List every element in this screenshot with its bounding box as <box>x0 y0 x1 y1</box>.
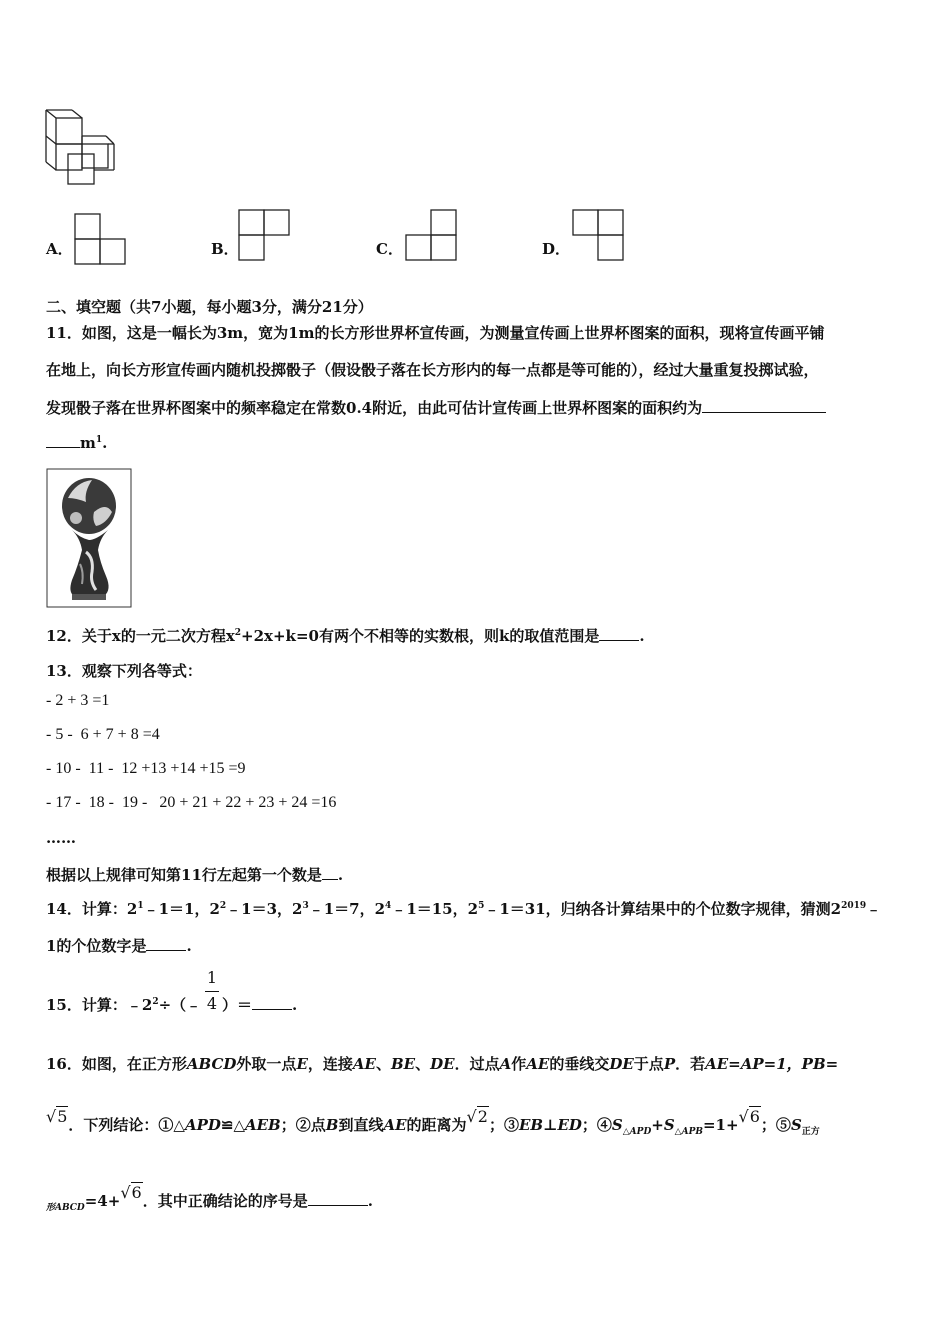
q16-answer-blank[interactable] <box>308 1191 368 1206</box>
q16-t3: ，连接 <box>307 1055 353 1073</box>
q14-part-7: ﹣ <box>866 900 882 918</box>
option-a-view <box>73 212 127 266</box>
section-heading: 二、填空题（共7小题，每小题3分，满分21分） <box>46 298 373 316</box>
q16-t6: 的垂线交 <box>549 1055 610 1073</box>
q14-exp-3: 3 <box>302 901 309 911</box>
q13-equation-3: - 10 - 11 - 12 +13 +14 +15 =9 <box>46 760 246 777</box>
q16-root6a: 6 <box>749 1107 760 1126</box>
q16-ae2: AE <box>526 1055 550 1073</box>
q16-line3 <box>46 1183 373 1213</box>
q11-line3 <box>46 397 826 418</box>
q16-ebed: EB⊥ED <box>518 1116 582 1134</box>
q14-exp-6: 2019 <box>841 901 867 911</box>
q14-part-6: ﹣1＝31，归纳各计算结果中的个位数字规律，猜测2 <box>484 900 842 918</box>
q14-end: . <box>186 937 192 955</box>
q14-exp-2: 2 <box>219 901 227 911</box>
q13-conclusion <box>46 864 343 885</box>
q16-t7: 于点 <box>633 1055 664 1073</box>
q14-line1 <box>46 898 881 919</box>
q14-part-1: 14．计算：2 <box>46 900 138 918</box>
q16-root2: 2 <box>477 1107 488 1126</box>
q13-ellipsis: …… <box>46 829 76 847</box>
q16-u1: ．下列结论：①△ <box>68 1116 185 1134</box>
option-b-view <box>237 208 291 262</box>
q16-u2: ≌△ <box>220 1116 245 1134</box>
q12-text-a: 12．关于x的一元二次方程x <box>46 627 235 645</box>
q11-line4 <box>46 433 107 452</box>
q16-u3: ；②点 <box>280 1116 326 1134</box>
q16-s2: S <box>663 1116 675 1134</box>
option-c-label: C． <box>376 240 403 258</box>
q16-ae: AE <box>352 1055 376 1073</box>
q16-t8: ．若 <box>675 1055 706 1073</box>
q14-part-4: ﹣1＝7，2 <box>308 900 386 918</box>
q16-condition: AE=AP=1，PB= <box>705 1055 839 1073</box>
q13-conclusion-text: 根据以上规律可知第11行左起第一个数是 <box>46 866 322 884</box>
q16-abcd: ABCD <box>186 1055 237 1073</box>
q15-line-right <box>222 994 297 1015</box>
q16-sqrt2: √2 <box>466 1107 488 1126</box>
q12-sup: 2 <box>234 628 242 638</box>
q11-unit-sup: 1 <box>95 435 103 445</box>
q14-answer-blank[interactable] <box>146 936 186 951</box>
q16-t5: 作 <box>511 1055 527 1073</box>
q12-text-b: +2x+k=0有两个不相等的实数根，则k的取值范围是 <box>241 627 600 645</box>
q12-end: . <box>639 627 645 645</box>
q16-s2-sub: △APB <box>674 1127 703 1137</box>
q16-sqrt6a: √6 <box>738 1107 760 1126</box>
q16-u4: 到直线 <box>338 1116 384 1134</box>
q12-answer-blank[interactable] <box>599 626 639 641</box>
q16-sep1: 、 <box>375 1055 391 1073</box>
q11-unit: m <box>80 434 96 452</box>
q16-p: P <box>663 1055 676 1073</box>
q14-line2 <box>46 935 192 956</box>
q15-frac-numerator: 1 <box>206 968 218 987</box>
q11-answer-blank-1[interactable] <box>702 398 826 413</box>
q16-u6: ；③ <box>488 1116 519 1134</box>
q16-s3: S <box>790 1116 802 1134</box>
q15-suffix: ）＝ <box>222 996 253 1014</box>
q13-title: 13．观察下列各等式： <box>46 662 202 680</box>
q15-sup: 2 <box>152 997 159 1007</box>
q16-eq2: =4+ <box>84 1192 121 1210</box>
q16-plus: + <box>651 1116 664 1134</box>
q16-t4: ．过点 <box>454 1055 500 1073</box>
q15-end: . <box>292 996 298 1014</box>
option-a-label: A． <box>46 240 73 258</box>
q14-line2-text: 1的个位数字是 <box>46 937 147 955</box>
q14-part-2: ﹣1＝1，2 <box>143 900 220 918</box>
q16-v1: ．其中正确结论的序号是 <box>142 1192 308 1210</box>
q14-exp-4: 4 <box>385 901 392 911</box>
q16-b: B <box>325 1116 339 1134</box>
q14-part-3: ﹣1＝3，2 <box>226 900 303 918</box>
q16-line1 <box>46 1053 838 1074</box>
q16-u7: ；④ <box>581 1116 612 1134</box>
option-d-label: D． <box>542 240 571 258</box>
q16-aeb: AEB <box>244 1116 281 1134</box>
q12-line <box>46 625 645 646</box>
q13-end: . <box>337 866 344 884</box>
q15-frac-denominator: 4 <box>206 994 218 1013</box>
q16-s1: S <box>611 1116 623 1134</box>
q16-s3-sub-cont: 形ABCD <box>46 1203 85 1213</box>
q16-s1-sub: △APD <box>622 1127 652 1137</box>
q11-line3-text: 发现骰子落在世界杯图案中的频率稳定在常数0.4附近，由此可估计宣传画上世界杯图案的面积约为 <box>46 399 703 417</box>
q16-de: DE <box>430 1055 455 1073</box>
q16-t1: 16．如图，在正方形 <box>46 1055 187 1073</box>
q16-a: A <box>499 1055 512 1073</box>
option-d-view <box>571 208 625 262</box>
q16-sep2: 、 <box>415 1055 431 1073</box>
q16-u5: 的距离为 <box>406 1116 467 1134</box>
q15-frac-bar <box>205 991 219 992</box>
q15-prefix: 15．计算：﹣2 <box>46 996 153 1014</box>
q13-equation-4: - 17 - 18 - 19 - 20 + 21 + 22 + 23 + 24 =16 <box>46 794 337 811</box>
q16-t2: 外取一点 <box>236 1055 297 1073</box>
cube-solid-figure <box>44 108 118 188</box>
q16-u8: ；⑤ <box>760 1116 791 1134</box>
q14-exp-1: 1 <box>137 901 144 911</box>
q16-line2 <box>46 1107 820 1137</box>
q13-answer-blank[interactable] <box>322 865 338 880</box>
q16-sqrt6b: √6 <box>120 1183 142 1202</box>
q16-apd: APD <box>184 1116 221 1134</box>
q15-mid: ÷（﹣ <box>158 996 202 1014</box>
q13-equation-2: - 5 - 6 + 7 + 8 =4 <box>46 726 160 743</box>
q13-equation-1: - 2 + 3 =1 <box>46 692 110 709</box>
q16-e: E <box>296 1055 308 1073</box>
q16-sqrt5: √5 <box>46 1107 68 1126</box>
q16-de2: DE <box>609 1055 634 1073</box>
q11-end: . <box>102 434 108 452</box>
q11-line2: 在地上，向长方形宣传画内随机投掷骰子（假设骰子落在长方形内的每一点都是等可能的），经过大量重复投掷试验， <box>46 361 819 379</box>
q16-ae3: AE <box>383 1116 407 1134</box>
q14-exp-5: 5 <box>478 901 485 911</box>
q16-be: BE <box>390 1055 416 1073</box>
q16-end: . <box>367 1192 373 1210</box>
q15-line-left <box>46 994 201 1015</box>
option-c-view <box>404 208 458 262</box>
q16-root6b: 6 <box>131 1183 142 1202</box>
q14-part-5: ﹣1＝15，2 <box>391 900 479 918</box>
q11-line1: 11．如图，这是一幅长为3m，宽为1m的长方形世界杯宣传画，为测量宣传画上世界杯图案的面积，现将宣传画平铺 <box>46 324 825 342</box>
option-b-label: B． <box>211 240 239 258</box>
q11-answer-blank-2[interactable] <box>46 433 80 448</box>
q15-answer-blank[interactable] <box>252 995 292 1010</box>
q16-root5: 5 <box>57 1107 68 1126</box>
world-cup-trophy-image <box>46 468 132 608</box>
q16-s3-sub: 正方 <box>801 1127 820 1137</box>
q16-eq1: =1+ <box>702 1116 739 1134</box>
